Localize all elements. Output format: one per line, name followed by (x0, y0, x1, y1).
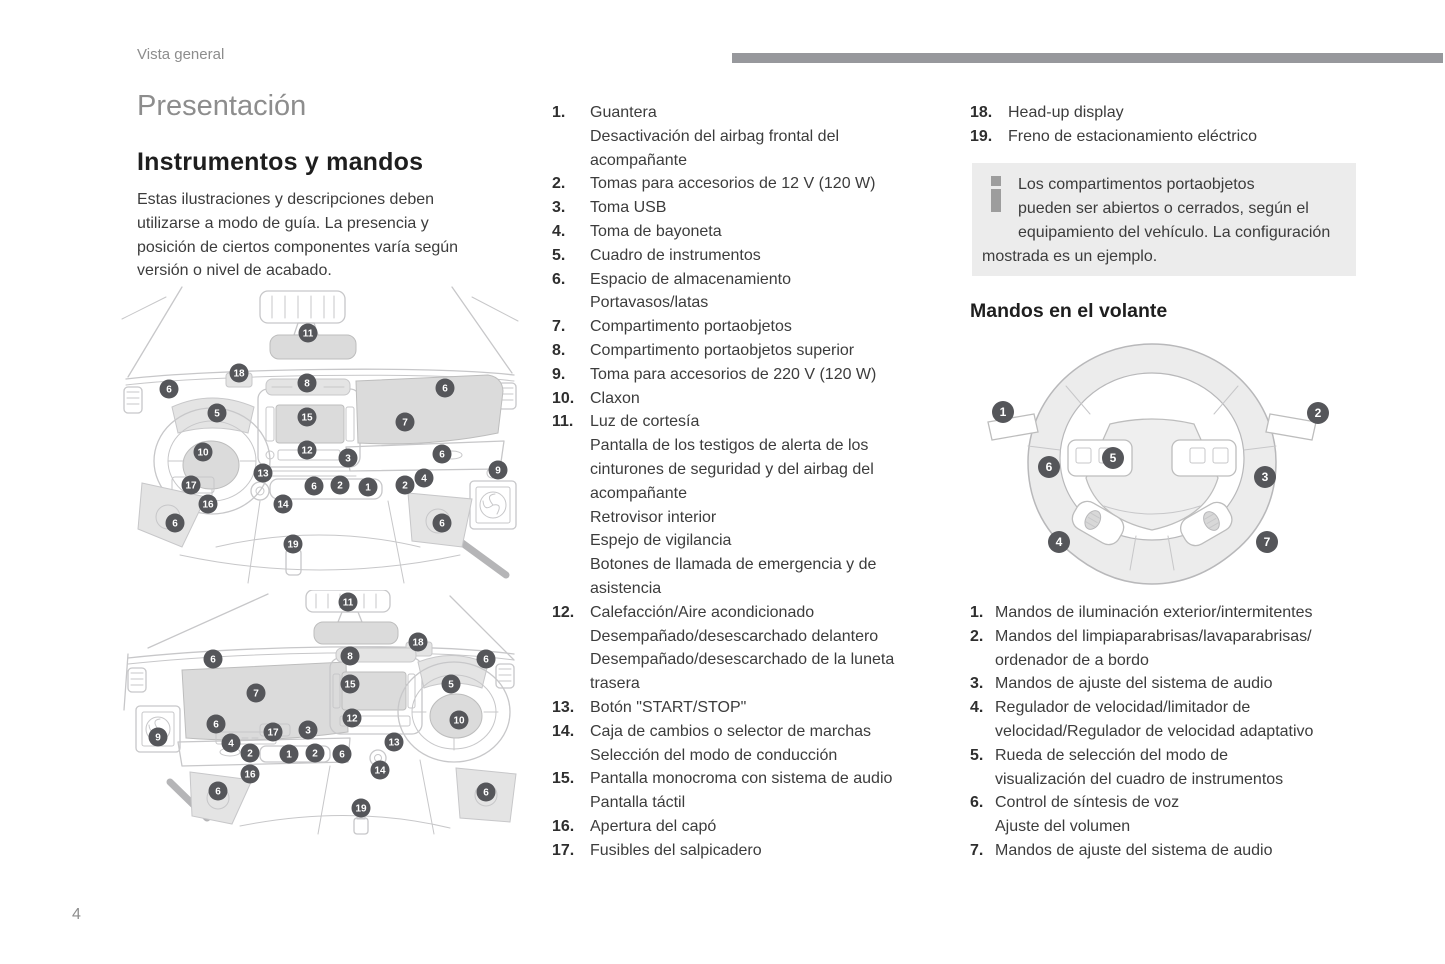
legend-item-text: Rueda de selección del modo de visualización del cuadro de instrumentos (995, 746, 1284, 788)
page-title: Presentación (137, 90, 307, 122)
dashboard-lhd-illustration (120, 285, 520, 590)
legend-item-text: Mandos de iluminación exterior/intermitentes (995, 604, 1313, 621)
legend-item-10 (552, 387, 957, 411)
legend-item-4 (970, 696, 1430, 744)
legend-item-8 (552, 339, 957, 363)
text-line: pueden ser abiertos o cerrados, según el (1018, 200, 1309, 217)
text-line: equipamiento del vehículo. La configuración (1018, 224, 1331, 241)
info-icon (982, 176, 1012, 224)
legend-item-number: 17. (552, 841, 575, 859)
callout-badge-18 (230, 364, 249, 383)
svg-text:11: 11 (302, 328, 314, 340)
callout-badge-18 (409, 633, 428, 652)
svg-text:1: 1 (999, 405, 1007, 420)
callout-badge-6 (166, 514, 185, 533)
legend-item-text: Compartimento portaobjetos superior (590, 341, 855, 359)
legend-item-6 (552, 268, 957, 316)
callout-badge-6 (1038, 456, 1060, 478)
callout-badge-9 (149, 728, 168, 747)
legend-item-text: Calefacción/Aire acondicionado Desempañado/desescarchado delantero Desempañado/desescarchado de la luneta trasera (590, 603, 895, 693)
callout-badge-10 (450, 711, 469, 730)
callout-badge-6 (209, 782, 228, 801)
svg-text:19: 19 (355, 803, 367, 815)
callout-badge-6 (436, 379, 455, 398)
callout-badge-10 (194, 443, 213, 462)
callout-badge-15 (298, 408, 317, 427)
callout-badge-4 (222, 734, 241, 753)
svg-text:7: 7 (1263, 535, 1271, 550)
legend-item-number: 10. (552, 389, 575, 407)
svg-text:2: 2 (337, 480, 343, 492)
callout-badge-19 (284, 535, 303, 554)
section-heading: Instrumentos y mandos (137, 148, 424, 176)
callout-badge-5 (442, 675, 461, 694)
legend-item-number: 1. (970, 604, 984, 621)
legend-item-number: 8. (552, 341, 566, 359)
svg-text:16: 16 (244, 769, 256, 781)
callout-badge-6 (477, 650, 496, 669)
svg-text:13: 13 (257, 468, 269, 480)
svg-text:6: 6 (215, 786, 221, 798)
svg-text:6: 6 (1045, 460, 1053, 475)
dashboard-rhd-illustration (120, 590, 520, 835)
callout-badge-3 (339, 449, 358, 468)
legend-item-9 (552, 363, 957, 387)
svg-text:18: 18 (412, 637, 424, 649)
callout-badge-7 (1256, 531, 1278, 553)
legend-item-13 (552, 696, 957, 720)
legend-item-number: 9. (552, 365, 566, 383)
callout-badge-3 (1254, 466, 1276, 488)
callout-badge-6 (305, 477, 324, 496)
dashboard-legend-extra-list (970, 101, 1430, 149)
svg-text:6: 6 (439, 449, 445, 461)
intro-text (137, 188, 458, 283)
callout-badge-6 (333, 745, 352, 764)
svg-text:1: 1 (286, 749, 292, 761)
legend-item-text: Regulador de velocidad/limitador de velocidad/Regulador de velocidad adaptativo (995, 699, 1314, 740)
svg-text:18: 18 (233, 368, 245, 380)
svg-text:10: 10 (453, 715, 465, 727)
callout-badge-2 (331, 476, 350, 495)
svg-text:17: 17 (185, 480, 197, 492)
svg-text:7: 7 (402, 417, 408, 429)
legend-item-number: 2. (970, 627, 984, 645)
svg-text:6: 6 (311, 481, 317, 493)
legend-item-text: Apertura del capó (590, 817, 717, 835)
breadcrumb: Vista general (137, 46, 225, 63)
wheel-section-heading: Mandos en el volante (970, 300, 1168, 322)
svg-text:6: 6 (172, 518, 178, 530)
svg-text:6: 6 (483, 787, 489, 799)
legend-item-number: 3. (970, 675, 984, 693)
svg-text:3: 3 (1261, 470, 1269, 485)
callout-badge-13 (254, 464, 273, 483)
legend-item-number: 6. (552, 270, 566, 288)
legend-item-3 (552, 196, 957, 220)
legend-item-number: 7. (552, 318, 566, 336)
svg-text:15: 15 (301, 412, 313, 424)
legend-item-text: Claxon (590, 389, 640, 407)
callout-badge-1 (992, 401, 1014, 423)
legend-item-5 (970, 744, 1430, 792)
callout-badge-2 (396, 476, 415, 495)
svg-text:11: 11 (342, 597, 354, 609)
callout-badge-9 (489, 461, 508, 480)
callout-badge-2 (306, 744, 325, 763)
text-line: mostrada es un ejemplo. (982, 248, 1158, 265)
callout-badge-11 (299, 324, 318, 343)
legend-item-text: Caja de cambios o selector de marchas Selección del modo de conducción (590, 722, 872, 764)
svg-text:6: 6 (213, 719, 219, 731)
text-line: Los compartimentos portaobjetos (1018, 176, 1255, 193)
legend-item-text: Guantera Desactivación del airbag frontal del acompañante (590, 104, 840, 169)
text-line: Estas ilustraciones y descripciones deben (137, 191, 435, 208)
legend-item-text: Head-up display (1008, 104, 1124, 121)
legend-item-text: Control de síntesis de voz Ajuste del volumen (995, 794, 1180, 836)
wheel-legend-list (970, 601, 1430, 863)
svg-text:5: 5 (214, 408, 220, 420)
callout-badge-4 (1048, 531, 1070, 553)
callout-badge-16 (199, 495, 218, 514)
legend-item-7 (970, 839, 1430, 863)
legend-item-text: Pantalla monocroma con sistema de audio Pantalla táctil (590, 770, 893, 812)
info-note (972, 163, 1356, 276)
legend-item-18 (970, 101, 1430, 125)
callout-badge-15 (341, 675, 360, 694)
callout-badge-1 (359, 478, 378, 497)
callout-badge-14 (274, 495, 293, 514)
callout-badge-17 (182, 476, 201, 495)
legend-item-6 (970, 791, 1430, 839)
legend-item-number: 4. (552, 222, 566, 240)
svg-text:7: 7 (253, 688, 259, 700)
legend-item-number: 5. (552, 246, 566, 264)
callout-badge-16 (241, 765, 260, 784)
callout-badge-3 (299, 721, 318, 740)
callout-badge-7 (396, 413, 415, 432)
callout-badge-4 (415, 469, 434, 488)
legend-item-text: Mandos de ajuste del sistema de audio (995, 675, 1273, 693)
svg-text:9: 9 (155, 732, 161, 744)
callout-badge-11 (339, 593, 358, 612)
svg-text:4: 4 (421, 473, 427, 485)
legend-item-text: Freno de estacionamiento eléctrico (1008, 127, 1258, 145)
callout-badge-12 (298, 441, 317, 460)
svg-text:1: 1 (365, 482, 371, 494)
callout-badge-6 (433, 514, 452, 533)
legend-item-1 (970, 601, 1430, 625)
legend-item-text: Luz de cortesía Pantalla de los testigos de alerta de los cinturones de seguridad y del airbag del acompañante Retrovisor interior Espejo de vigilancia Botones de llamada de emergencia y de asistencia (590, 413, 877, 597)
text-line: utilizarse a modo de guía. La presencia y (137, 214, 429, 232)
legend-item-number: 15. (552, 770, 575, 788)
callout-badge-6 (207, 715, 226, 734)
info-note-text (982, 173, 1346, 269)
callout-badge-6 (477, 783, 496, 802)
svg-text:6: 6 (483, 654, 489, 666)
svg-text:4: 4 (1055, 535, 1063, 550)
legend-item-14 (552, 720, 957, 768)
legend-item-5 (552, 244, 957, 268)
callout-badge-6 (204, 650, 223, 669)
legend-item-number: 13. (552, 698, 575, 716)
legend-item-text: Toma para accesorios de 220 V (120 W) (590, 365, 877, 383)
legend-item-text: Espacio de almacenamiento Portavasos/latas (590, 270, 792, 312)
callout-badge-8 (341, 647, 360, 666)
svg-text:6: 6 (166, 384, 172, 396)
svg-text:6: 6 (339, 749, 345, 761)
legend-item-text: Cuadro de instrumentos (590, 246, 761, 264)
svg-text:12: 12 (346, 713, 358, 725)
svg-text:13: 13 (388, 737, 400, 749)
svg-text:4: 4 (228, 738, 234, 750)
legend-item-number: 19. (970, 127, 993, 145)
legend-item-7 (552, 315, 957, 339)
svg-text:2: 2 (1314, 406, 1322, 421)
legend-item-text: Mandos del limpiaparabrisas/lavaparabrisas/ ordenador de a bordo (995, 627, 1312, 669)
callout-badge-6 (433, 445, 452, 464)
legend-item-16 (552, 815, 957, 839)
svg-text:17: 17 (267, 727, 279, 739)
svg-text:14: 14 (277, 499, 289, 511)
legend-item-19 (970, 125, 1430, 149)
text-line: versión o nivel de acabado. (137, 262, 332, 280)
callout-badge-6 (160, 380, 179, 399)
legend-item-text: Fusibles del salpicadero (590, 841, 762, 859)
legend-item-1 (552, 101, 957, 172)
legend-item-3 (970, 672, 1430, 696)
text-line: posición de ciertos componentes varía según (137, 238, 459, 256)
legend-item-12 (552, 601, 957, 696)
callout-badge-8 (298, 374, 317, 393)
svg-text:14: 14 (374, 765, 386, 777)
svg-text:5: 5 (1109, 451, 1117, 466)
callout-badge-14 (371, 761, 390, 780)
legend-item-text: Compartimento portaobjetos (590, 318, 792, 336)
callout-badge-12 (343, 709, 362, 728)
header-rule (732, 53, 1443, 63)
legend-item-number: 2. (552, 175, 566, 193)
svg-text:10: 10 (197, 447, 209, 459)
legend-item-number: 18. (970, 104, 993, 121)
svg-text:15: 15 (344, 679, 356, 691)
page-number: 4 (72, 906, 81, 923)
svg-text:3: 3 (305, 725, 311, 737)
legend-item-number: 14. (552, 722, 575, 740)
callout-badge-5 (208, 404, 227, 423)
legend-item-number: 3. (552, 199, 566, 217)
svg-text:3: 3 (345, 453, 351, 465)
legend-item-number: 4. (970, 699, 984, 717)
legend-item-text: Mandos de ajuste del sistema de audio (995, 841, 1273, 859)
legend-item-text: Botón "START/STOP" (590, 698, 747, 716)
legend-item-2 (970, 625, 1430, 673)
svg-text:12: 12 (301, 445, 313, 457)
svg-text:9: 9 (495, 465, 501, 477)
callout-badge-2 (241, 744, 260, 763)
svg-text:2: 2 (402, 480, 408, 492)
legend-item-number: 12. (552, 603, 575, 621)
svg-text:8: 8 (347, 651, 353, 663)
svg-text:6: 6 (439, 518, 445, 530)
svg-text:19: 19 (287, 539, 299, 551)
legend-item-text: Toma de bayoneta (590, 222, 722, 240)
callout-badge-17 (264, 723, 283, 742)
callout-badge-13 (385, 733, 404, 752)
steering-wheel-illustration (968, 338, 1392, 596)
callout-badge-5 (1102, 447, 1124, 469)
callout-badge-1 (280, 745, 299, 764)
legend-item-number: 11. (552, 413, 574, 431)
legend-item-text: Toma USB (590, 199, 667, 217)
legend-item-number: 1. (552, 104, 566, 121)
legend-item-11 (552, 410, 957, 600)
svg-text:16: 16 (202, 499, 214, 511)
legend-item-4 (552, 220, 957, 244)
legend-item-2 (552, 172, 957, 196)
svg-text:2: 2 (312, 748, 318, 760)
legend-item-17 (552, 839, 957, 863)
callout-badge-19 (352, 799, 371, 818)
svg-text:2: 2 (247, 748, 253, 760)
legend-item-15 (552, 767, 957, 815)
legend-item-number: 16. (552, 817, 575, 835)
legend-item-text: Tomas para accesorios de 12 V (120 W) (590, 175, 876, 193)
svg-text:6: 6 (210, 654, 216, 666)
legend-item-number: 6. (970, 794, 984, 812)
svg-text:8: 8 (304, 378, 310, 390)
legend-item-number: 5. (970, 746, 984, 764)
svg-text:5: 5 (448, 679, 454, 691)
legend-item-number: 7. (970, 841, 984, 859)
dashboard-legend-list (552, 101, 957, 863)
callout-badge-7 (247, 684, 266, 703)
callout-badge-2 (1307, 402, 1329, 424)
svg-text:6: 6 (442, 383, 448, 395)
